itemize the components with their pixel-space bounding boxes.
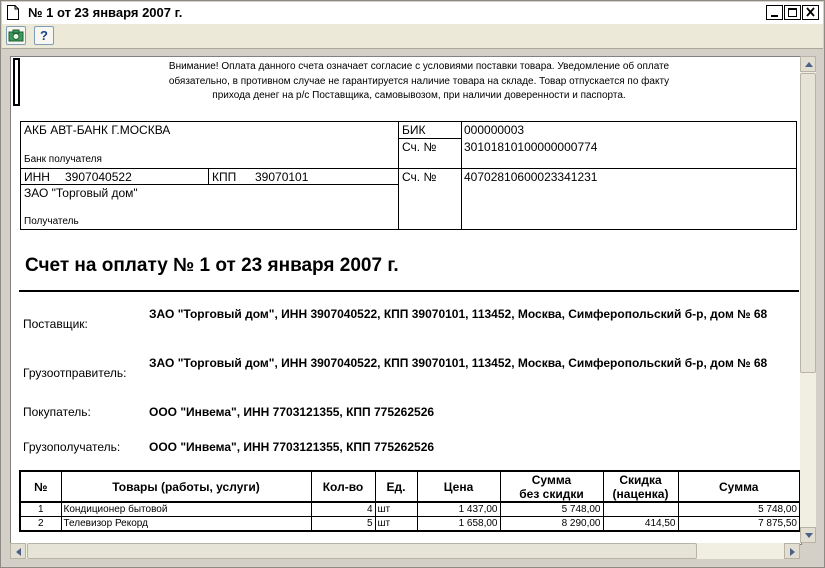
toolbar — [2, 24, 823, 49]
bik-value: 000000003 — [464, 123, 525, 137]
close-button[interactable] — [802, 5, 819, 20]
divider — [21, 168, 796, 169]
vertical-scrollbar[interactable] — [800, 56, 816, 543]
cell-qty: 5 — [311, 517, 375, 532]
cell-qty: 4 — [311, 502, 375, 517]
bank-details-table — [20, 121, 797, 230]
arrow-right-icon — [790, 548, 795, 556]
cell-sum-no-discount: 5 748,00 — [500, 502, 603, 517]
col-sum-no-discount-header — [500, 471, 603, 502]
account-label: Сч. № — [402, 170, 437, 184]
notice-line: обязательно, в противном случае не гарантируется наличие товара на складе. Товар отпускается по факту — [168, 75, 670, 87]
cell-name: Кондиционер бытовой — [61, 502, 311, 517]
corr-account-value: 30101810100000000774 — [464, 140, 598, 154]
kpp-value: 39070101 — [255, 170, 309, 184]
inn-label: ИНН — [24, 170, 50, 184]
minimize-icon — [767, 6, 782, 19]
divider — [398, 138, 461, 139]
bik-label: БИК — [402, 123, 426, 137]
cell-name: Телевизор Рекорд — [61, 517, 311, 532]
col-num-header: № — [20, 471, 61, 502]
col-sum-header: Сумма — [678, 471, 800, 502]
cell-sum-no-discount: 8 290,00 — [500, 517, 603, 532]
title-rule — [19, 290, 799, 292]
window-title: № 1 от 23 января 2007 г. — [28, 5, 183, 20]
close-icon — [803, 6, 818, 19]
help-icon: ? — [40, 28, 48, 43]
col-qty-header: Кол-во — [311, 471, 375, 502]
col-discount-header — [603, 471, 678, 502]
supplier-label: Поставщик: — [23, 317, 88, 331]
camera-icon — [7, 27, 25, 44]
document-icon — [7, 5, 19, 20]
cell-price: 1 658,00 — [417, 517, 500, 532]
shipper-label: Грузоотправитель: — [23, 366, 127, 380]
consignee-label: Грузополучатель: — [23, 440, 121, 454]
buyer-value: ООО "Инвема", ИНН 7703121355, КПП 775262526 — [149, 405, 435, 419]
title-bar[interactable] — [2, 2, 823, 24]
scroll-up-button[interactable] — [800, 56, 816, 72]
scroll-down-button[interactable] — [800, 527, 816, 543]
inn-value: 3907040522 — [65, 170, 132, 184]
arrow-up-icon — [805, 62, 813, 67]
print-preview-button[interactable] — [6, 26, 26, 45]
col-price-header: Цена — [417, 471, 500, 502]
notice-line: прихода денег на р/с Поставщика, самовывозом, при наличии доверенности и паспорта. — [212, 90, 626, 101]
maximize-icon — [785, 6, 800, 19]
notice-line: Внимание! Оплата данного счета означает согласие с условиями поставки товара. Уведомление об оплате — [168, 61, 670, 72]
document-area[interactable] — [10, 56, 802, 545]
cell-discount: 414,50 — [603, 517, 678, 532]
cell-num: 1 — [20, 502, 61, 517]
header-line: (наценка) — [612, 486, 669, 501]
divider — [21, 184, 398, 185]
arrow-down-icon — [805, 533, 813, 538]
cell-num: 2 — [20, 517, 61, 532]
header-line: Сумма — [531, 472, 572, 487]
shipper-value: ЗАО "Торговый дом", ИНН 3907040522, КПП 39070101, 113452, Москва, Симферопольский б-р, дом № 68 — [149, 356, 768, 370]
kpp-label: КПП — [212, 170, 237, 184]
divider — [461, 122, 462, 229]
consignee-value: ООО "Инвема", ИНН 7703121355, КПП 775262526 — [149, 440, 435, 454]
table-header-row — [20, 471, 800, 502]
scroll-left-button[interactable] — [10, 543, 26, 559]
maximize-button[interactable] — [784, 5, 801, 20]
bank-name-caption: Банк получателя — [24, 154, 102, 165]
corr-account-label: Сч. № — [402, 140, 437, 154]
horizontal-scrollbar[interactable] — [10, 543, 800, 559]
cell-sum: 7 875,50 — [678, 517, 800, 532]
payment-notice — [109, 60, 729, 104]
help-button[interactable] — [34, 26, 54, 45]
recipient-name: ЗАО "Торговый дом" — [24, 186, 138, 200]
header-line: Скидка — [619, 472, 662, 487]
scroll-right-button[interactable] — [784, 543, 800, 559]
cell-unit: шт — [375, 502, 417, 517]
header-line: без скидки — [519, 486, 584, 501]
horizontal-scroll-thumb[interactable] — [27, 543, 697, 559]
minimize-button[interactable] — [766, 5, 783, 20]
cell-price: 1 437,00 — [417, 502, 500, 517]
supplier-value: ЗАО "Торговый дом", ИНН 3907040522, КПП 39070101, 113452, Москва, Симферопольский б-р, дом № 68 — [149, 307, 768, 321]
goods-table — [19, 470, 801, 532]
account-value: 40702810600023341231 — [464, 170, 598, 184]
cell-sum: 5 748,00 — [678, 502, 800, 517]
recipient-caption: Получатель — [24, 216, 79, 227]
table-row — [20, 502, 800, 517]
col-unit-header: Ед. — [375, 471, 417, 502]
vertical-scroll-thumb[interactable] — [800, 73, 816, 373]
table-row — [20, 517, 800, 532]
divider — [208, 168, 209, 184]
cell-unit: шт — [375, 517, 417, 532]
cell-discount — [603, 502, 678, 517]
col-name-header: Товары (работы, услуги) — [61, 471, 311, 502]
row-marker — [13, 58, 20, 106]
invoice-title: Счет на оплату № 1 от 23 января 2007 г. — [25, 255, 399, 276]
buyer-label: Покупатель: — [23, 405, 91, 419]
arrow-left-icon — [16, 548, 21, 556]
bank-name: АКБ АВТ-БАНК Г.МОСКВА — [24, 123, 171, 137]
